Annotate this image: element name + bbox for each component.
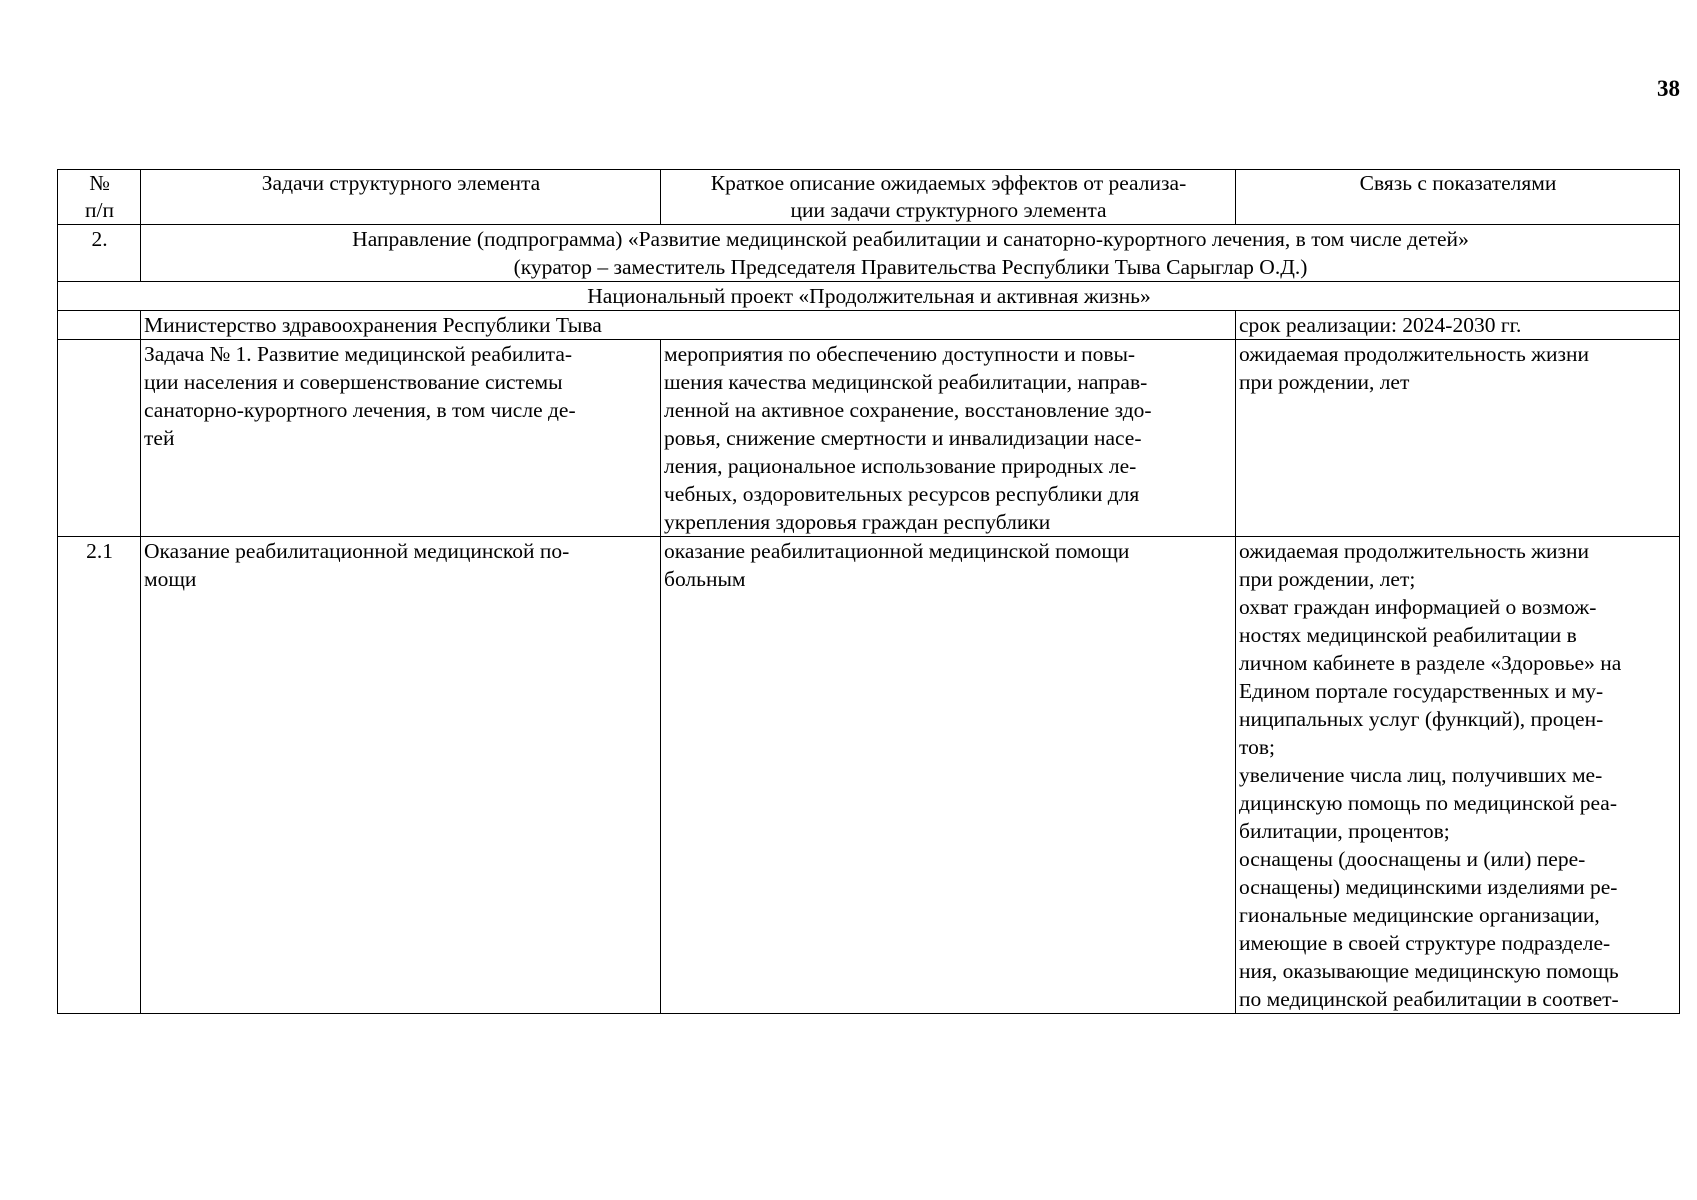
ministry-num-empty — [58, 311, 141, 340]
direction-title: Направление (подпрограмма) «Развитие медицинской реабилитации и санаторно-курортного лечения, в том числе детей» (куратор – заместитель Председателя Правительства Республики Тыва Сарыглар О.Д.) — [141, 225, 1680, 282]
page-number: 38 — [1657, 76, 1680, 101]
direction-num: 2. — [58, 225, 141, 282]
header-description: Краткое описание ожидаемых эффектов от реализа- ции задачи структурного элемента — [661, 170, 1236, 225]
header-num: № п/п — [58, 170, 141, 225]
implementation-term: срок реализации: 2024-2030 гг. — [1236, 311, 1680, 340]
row-indicators: ожидаемая продолжительность жизни при рождении, лет — [1236, 340, 1680, 537]
ministry-row — [58, 311, 1680, 340]
row-task: Оказание реабилитационной медицинской по- мощи — [141, 537, 661, 1014]
row-num: 2.1 — [58, 537, 141, 1014]
row-task: Задача № 1. Развитие медицинской реабилита- ции населения и совершенствование системы санаторно-курортного лечения, в том числе де- тей — [141, 340, 661, 537]
table-row — [58, 537, 1680, 1014]
table-header-row — [58, 170, 1680, 225]
row-description: мероприятия по обеспечению доступности и повы- шения качества медицинской реабилитации, направ- ленной на активное сохранение, восстановление здо- ровья, снижение смертности и инвалидизации насе- ления, рациональное использование природных ле- чебных, оздоровительных ресурсов республики для укрепления здоровья граждан республики — [661, 340, 1236, 537]
row-num — [58, 340, 141, 537]
table-row — [58, 340, 1680, 537]
direction-row — [58, 225, 1680, 282]
structural-elements-table — [57, 169, 1680, 1014]
header-indicators: Связь с показателями — [1236, 170, 1680, 225]
header-tasks: Задачи структурного элемента — [141, 170, 661, 225]
ministry-name: Министерство здравоохранения Республики Тыва — [141, 311, 1236, 340]
national-project-title: Национальный проект «Продолжительная и активная жизнь» — [58, 282, 1680, 311]
row-description: оказание реабилитационной медицинской помощи больным — [661, 537, 1236, 1014]
national-project-row — [58, 282, 1680, 311]
row-indicators: ожидаемая продолжительность жизни при рождении, лет; охват граждан информацией о возмож- ностях медицинской реабилитации в личном кабинете в разделе «Здоровье» на Едином портале государственных и му- ниципальных услуг (функций), процен- тов; увеличение числа лиц, получивших ме- дицинскую помощь по медицинской реа- билитации, процентов; оснащены (дооснащены и (или) пере- оснащены) медицинскими изделиями ре- гиональные медицинские организации, имеющие в своей структуре подразделе- ния, оказывающие медицинскую помощь по медицинской реабилитации в соответ- — [1236, 537, 1680, 1014]
